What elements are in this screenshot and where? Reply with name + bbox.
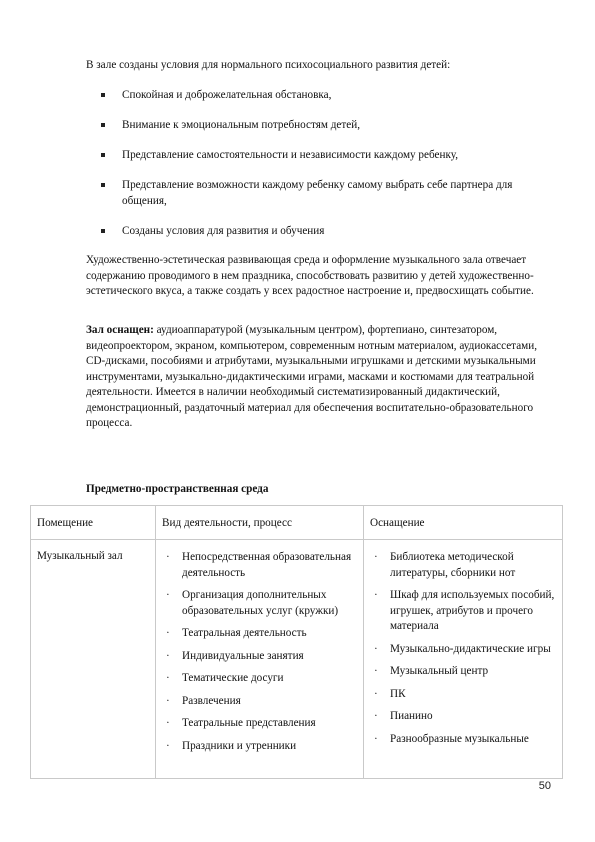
- list-item: Спокойная и доброжелательная обстановка,: [98, 88, 533, 104]
- equipment-item: · Музыкально-дидактические игры: [370, 642, 556, 658]
- dot-bullet-icon: ·: [166, 649, 170, 662]
- square-bullet-icon: [101, 229, 105, 233]
- activity-item: · Тематические досуги: [162, 671, 357, 687]
- activity-item: · Индивидуальные занятия: [162, 649, 357, 665]
- paragraph-body: аудиоаппаратурой (музыкальным центром), фортепиано, синтезатором, видеопроектором, экраном, компьютером, современным нотным материалом, аудиокассетами, CD-дисками, пособиями и атрибутами, музыкальными игрушками и детскими музыкальными инструментами, музыкально-дидактическими играми, масками и костюмами для театральной деятельности. Имеется в наличии необходимый систематизированный дидактический, демонстрационный, раздаточный материал для обеспечения воспитательно-образовательного процесса.: [86, 324, 538, 429]
- activity-item: · Театральные представления: [162, 716, 357, 732]
- dot-bullet-icon: ·: [374, 710, 378, 722]
- room-cell: Музыкальный зал: [31, 540, 156, 779]
- list-item: Представление возможности каждому ребенку самому выбрать себе партнера для общения,: [98, 178, 533, 209]
- square-bullet-icon: [101, 153, 105, 157]
- table-row: [31, 540, 563, 779]
- dot-bullet-icon: ·: [166, 694, 170, 707]
- table-header-cell: Помещение: [31, 506, 156, 540]
- dot-bullet-icon: ·: [166, 672, 170, 684]
- table-title: Предметно-пространственная среда: [86, 483, 269, 495]
- dot-bullet-icon: ·: [374, 665, 378, 677]
- dot-bullet-icon: ·: [166, 739, 170, 752]
- paragraph-aesthetic: Художественно-эстетическая развивающая среда и оформление музыкального зала отвечает содержанию проводимого в нем праздника, способствовать развитию у детей художественно-эстетического вкуса, а также создать у всех радостное настроение и, предвосхищать событие.: [86, 254, 534, 297]
- environment-table: [30, 505, 563, 779]
- list-item: Внимание к эмоциональным потребностям детей,: [98, 118, 533, 134]
- activities-cell: [156, 540, 364, 779]
- dot-bullet-icon: ·: [374, 589, 378, 601]
- table-header-cell: Оснащение: [364, 506, 563, 540]
- square-bullet-icon: [101, 123, 105, 127]
- page-number: 50: [538, 780, 551, 792]
- list-item: Созданы условия для развития и обучения: [98, 224, 533, 240]
- dot-bullet-icon: ·: [166, 717, 170, 729]
- dot-bullet-icon: ·: [374, 687, 378, 700]
- table-header-cell: Вид деятельности, процесс: [156, 506, 364, 540]
- dot-bullet-icon: ·: [166, 589, 170, 601]
- equipment-cell: [364, 540, 563, 779]
- activity-item: · Театральная деятельность: [162, 626, 357, 642]
- dot-bullet-icon: ·: [166, 551, 170, 563]
- square-bullet-icon: [101, 183, 105, 187]
- activity-item: · Непосредственная образовательная деятельность: [166, 551, 352, 579]
- dot-bullet-icon: ·: [166, 627, 170, 639]
- equipment-item: · ПК: [370, 687, 556, 703]
- dot-bullet-icon: ·: [374, 732, 378, 745]
- conditions-list: [98, 88, 533, 254]
- intro-text: В зале созданы условия для нормального психосоциального развития детей:: [86, 59, 451, 71]
- activity-item: · Праздники и утренники: [162, 739, 357, 755]
- equipment-item: · Библиотека методической литературы, сборники нот: [374, 551, 516, 579]
- activity-item: · Развлечения: [162, 694, 357, 710]
- table-header-row: [31, 506, 563, 540]
- dot-bullet-icon: ·: [374, 551, 378, 563]
- square-bullet-icon: [101, 93, 105, 97]
- dot-bullet-icon: ·: [374, 642, 378, 655]
- equipment-item: · Разнообразные музыкальные: [370, 732, 556, 748]
- activity-item: · Организация дополнительных образовательных услуг (кружки): [166, 589, 339, 617]
- equipment-item: · Музыкальный центр: [370, 664, 556, 680]
- list-item: Представление самостоятельности и независимости каждому ребенку,: [98, 148, 533, 164]
- paragraph-equipment: [86, 323, 556, 432]
- equipment-item: · Шкаф для используемых пособий, игрушек, атрибутов и прочего материала: [374, 589, 555, 632]
- paragraph-bold-lead: Зал оснащен:: [86, 324, 154, 336]
- equipment-item: · Пианино: [370, 709, 556, 725]
